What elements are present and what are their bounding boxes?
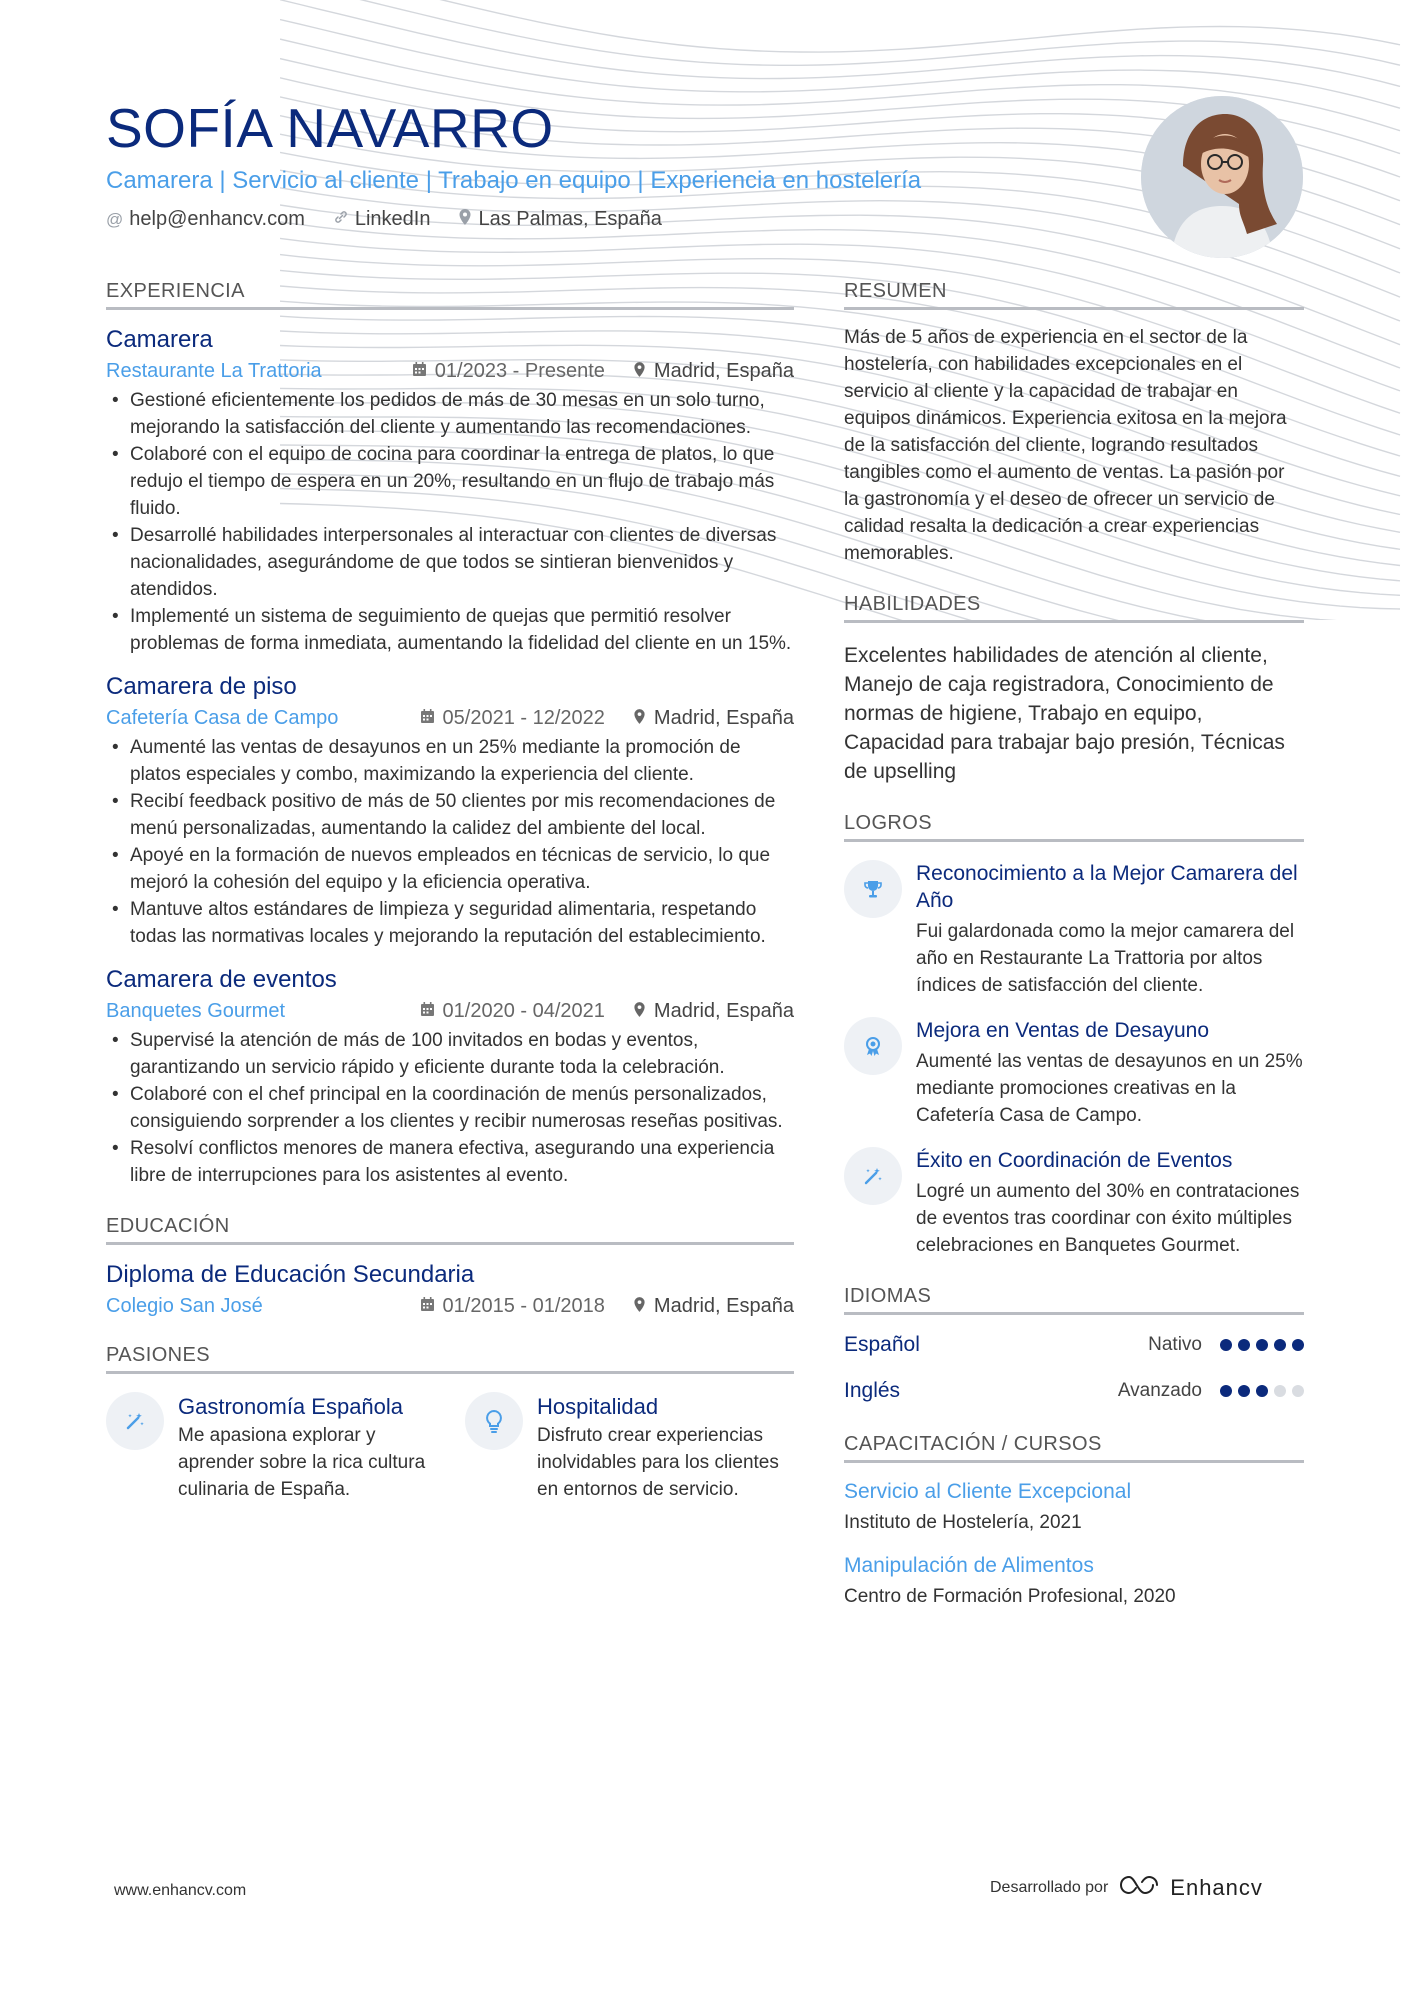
- proficiency-dot: [1256, 1339, 1268, 1351]
- experience-item: [106, 671, 794, 950]
- job-bullet: • Supervisé la atención de más de 100 invitados en bodas y eventos, garantizando un servicio rápido y eficiente durante toda la celebración.: [106, 1027, 794, 1081]
- location-pin-icon: [458, 208, 472, 231]
- experience-item: [106, 964, 794, 1189]
- footer-powered-by: Desarrollado por: [990, 1878, 1109, 1896]
- languages-section-title: IDIOMAS: [844, 1285, 1304, 1315]
- job-bullet: • Aumenté las ventas de desayunos en un 25% mediante la promoción de platos especiales y combo, maximizando la experiencia del cliente.: [106, 734, 794, 788]
- courses-section-title: CAPACITACIÓN / CURSOS: [844, 1433, 1304, 1463]
- enhancv-logo-icon: [1118, 1874, 1160, 1901]
- achievement-title: Éxito en Coordinación de Eventos: [916, 1149, 1233, 1172]
- calendar-icon: [420, 1001, 435, 1022]
- course-item: [844, 1477, 1304, 1537]
- skills-section-title: HABILIDADES: [844, 593, 1304, 623]
- passion-title: Gastronomía Española: [178, 1394, 404, 1419]
- magic-wand-icon: [106, 1392, 164, 1450]
- award-ribbon-icon: [844, 1017, 902, 1075]
- contact-location: [458, 208, 661, 231]
- job-bullet: • Apoyé en la formación de nuevos empleados en técnicas de servicio, lo que mejoró la cohesión del equipo y la eficiencia operativa.: [106, 842, 794, 896]
- passion-item: [465, 1392, 794, 1503]
- footer-website[interactable]: www.enhancv.com: [114, 1882, 247, 1899]
- contact-email-text: help@enhancv.com: [129, 208, 305, 230]
- location-pin-icon: [633, 361, 646, 383]
- job-company: Cafetería Casa de Campo: [106, 707, 339, 729]
- job-location: [633, 1000, 794, 1023]
- job-title: Camarera de piso: [106, 673, 297, 700]
- calendar-icon: [420, 1296, 435, 1317]
- footer-branding: [990, 1874, 1263, 1901]
- job-meta: [106, 360, 794, 383]
- wave-line: [280, 0, 1400, 52]
- job-meta: [106, 1000, 794, 1023]
- job-bullet: • Colaboré con el equipo de cocina para coordinar la entrega de platos, lo que redujo el tiempo de espera en un 20%, resultando en un flujo de trabajo más fluido.: [106, 441, 794, 522]
- job-bullets: [106, 387, 794, 657]
- contact-linkedin[interactable]: [333, 208, 431, 231]
- location-pin-icon: [633, 1001, 646, 1023]
- trophy-icon: [844, 860, 902, 918]
- proficiency-dot: [1292, 1385, 1304, 1397]
- course-title: Manipulación de Alimentos: [844, 1554, 1094, 1577]
- achievement-title: Mejora en Ventas de Desayuno: [916, 1019, 1210, 1042]
- wave-line: [280, 0, 1400, 86]
- achievement-description: Aumenté las ventas de desayunos en un 25% mediante promociones creativas en la Cafetería Casa de Campo.: [916, 1051, 1303, 1126]
- left-column: [106, 280, 794, 1503]
- education-location: [633, 1295, 794, 1318]
- job-location: [633, 360, 794, 383]
- course-title: Servicio al Cliente Excepcional: [844, 1480, 1132, 1503]
- language-name: Inglés: [844, 1379, 901, 1402]
- job-date: [420, 1000, 605, 1023]
- right-column: [844, 280, 1304, 1611]
- location-pin-icon: [633, 708, 646, 730]
- location-pin-icon: [633, 1296, 646, 1318]
- passions-section-title: PASIONES: [106, 1344, 794, 1374]
- passion-description: Disfruto crear experiencias inolvidables para los clientes en entornos de servicio.: [537, 1425, 779, 1500]
- language-name: Español: [844, 1333, 920, 1356]
- passion-title: Hospitalidad: [537, 1394, 659, 1419]
- experience-item: [106, 324, 794, 657]
- job-bullet: • Gestioné eficientemente los pedidos de más de 30 mesas en un solo turno, mejorando la satisfacción del cliente y aumentando las recomendaciones.: [106, 387, 794, 441]
- job-date-text: 01/2023 - Presente: [434, 360, 605, 382]
- lightbulb-icon: [465, 1392, 523, 1450]
- wave-line: [280, 0, 1400, 65]
- proficiency-dot: [1238, 1385, 1250, 1397]
- proficiency-dot: [1274, 1339, 1286, 1351]
- job-date-text: 01/2020 - 04/2021: [442, 1000, 605, 1022]
- job-bullet: • Recibí feedback positivo de más de 50 clientes por mis recomendaciones de menú personalizadas, aumentando la calidez del ambiente del local.: [106, 788, 794, 842]
- language-item: [844, 1329, 1304, 1361]
- job-location-text: Madrid, España: [653, 360, 794, 382]
- skills-text: Excelentes habilidades de atención al cliente, Manejo de caja registradora, Conocimiento de normas de higiene, Trabajo en equipo, Capacidad para trabajar bajo presión, Técnicas de upselling: [844, 644, 1285, 783]
- magic-wand-icon: [844, 1147, 902, 1205]
- education-degree: Diploma de Educación Secundaria: [106, 1261, 475, 1288]
- job-location: [633, 707, 794, 730]
- language-level: Avanzado: [1117, 1380, 1202, 1401]
- job-date-text: 05/2021 - 12/2022: [442, 707, 605, 729]
- education-date: [420, 1295, 605, 1318]
- job-date: [420, 707, 605, 730]
- job-meta: [106, 707, 794, 730]
- achievement-description: Fui galardonada como la mejor camarera del año en Restaurante La Trattoria por altos índices de satisfacción del cliente.: [916, 921, 1295, 996]
- job-date: [412, 360, 605, 383]
- job-bullets: [106, 734, 794, 950]
- contact-email[interactable]: [106, 208, 305, 231]
- profile-photo: [1141, 96, 1303, 258]
- achievement-item: [844, 1017, 1304, 1129]
- job-location-text: Madrid, España: [653, 707, 794, 729]
- calendar-icon: [420, 708, 435, 729]
- link-icon: [333, 209, 349, 230]
- achievement-title: Reconocimiento a la Mejor Camarera del Año: [916, 862, 1298, 912]
- language-proficiency-dots: [1220, 1385, 1304, 1397]
- job-bullet: • Colaboré con el chef principal en la coordinación de menús personalizados, consiguiendo sorprender a los clientes y recibir numerosas reseñas positivas.: [106, 1081, 794, 1135]
- proficiency-dot: [1220, 1339, 1232, 1351]
- contact-location-text: Las Palmas, España: [478, 208, 662, 230]
- education-meta: [106, 1295, 794, 1318]
- experience-section-title: EXPERIENCIA: [106, 280, 794, 310]
- summary-text: Más de 5 años de experiencia en el sector de la hostelería, con habilidades excepcionales en el servicio al cliente y la capacidad de trabajar en equipos dinámicos. Experiencia exitosa en la mejora de la satisfacción del cliente, logrando resultados tangibles como el aumento de ventas. La pasión por la gastronomía y el deseo de ofrecer un servicio de calidad resalta la dedicación a crear experiencias memorables.: [844, 327, 1287, 564]
- education-location-text: Madrid, España: [653, 1295, 794, 1317]
- job-location-text: Madrid, España: [653, 1000, 794, 1022]
- language-level: Nativo: [1148, 1334, 1202, 1355]
- job-title: Camarera de eventos: [106, 966, 337, 993]
- job-title: Camarera: [106, 326, 213, 353]
- job-bullet: • Mantuve altos estándares de limpieza y seguridad alimentaria, respetando todas las normativas locales y mejorando la reputación del establecimiento.: [106, 896, 794, 950]
- education-school: Colegio San José: [106, 1295, 263, 1317]
- at-icon: @: [106, 209, 124, 229]
- job-company: Banquetes Gourmet: [106, 1000, 285, 1022]
- job-bullet: • Implementé un sistema de seguimiento de quejas que permitió resolver problemas de forma inmediata, aumentando la fidelidad del cliente en un 15%.: [106, 603, 794, 657]
- passions-list: [106, 1392, 794, 1503]
- course-item: [844, 1551, 1304, 1611]
- proficiency-dot: [1292, 1339, 1304, 1351]
- footer-brand-name: Enhancv: [1170, 1874, 1263, 1900]
- proficiency-dot: [1256, 1385, 1268, 1397]
- proficiency-dot: [1238, 1339, 1250, 1351]
- education-section-title: EDUCACIÓN: [106, 1215, 794, 1245]
- language-item: [844, 1375, 1304, 1407]
- job-company: Restaurante La Trattoria: [106, 360, 322, 382]
- job-bullet: • Resolví conflictos menores de manera efectiva, asegurando una experiencia libre de interrupciones para los asistentes al evento.: [106, 1135, 794, 1189]
- resume-header: [106, 96, 1106, 231]
- education-date-text: 01/2015 - 01/2018: [442, 1295, 605, 1317]
- candidate-headline: Camarera | Servicio al cliente | Trabajo en equipo | Experiencia en hostelería: [106, 167, 922, 194]
- job-bullet: • Desarrollé habilidades interpersonales al interactuar con clientes de diversas nacionalidades, asegurándome de que todos se sintieran bienvenidos y atendidos.: [106, 522, 794, 603]
- proficiency-dot: [1220, 1385, 1232, 1397]
- course-institution: Instituto de Hostelería, 2021: [844, 1512, 1082, 1533]
- passion-description: Me apasiona explorar y aprender sobre la rica cultura culinaria de España.: [178, 1425, 426, 1500]
- calendar-icon: [412, 361, 427, 382]
- education-item: [106, 1259, 794, 1318]
- achievement-item: [844, 1147, 1304, 1259]
- achievement-item: [844, 860, 1304, 999]
- job-bullets: [106, 1027, 794, 1189]
- achievements-section-title: LOGROS: [844, 812, 1304, 842]
- contact-linkedin-text: LinkedIn: [354, 208, 431, 230]
- candidate-name: SOFÍA NAVARRO: [106, 97, 554, 159]
- achievement-description: Logré un aumento del 30% en contrataciones de eventos tras coordinar con éxito múltiples celebraciones en Banquetes Gourmet.: [916, 1181, 1300, 1256]
- course-institution: Centro de Formación Profesional, 2020: [844, 1586, 1176, 1607]
- contact-list: [106, 208, 1106, 231]
- language-proficiency-dots: [1220, 1339, 1304, 1351]
- passion-item: [106, 1392, 435, 1503]
- summary-section-title: RESUMEN: [844, 280, 1304, 310]
- proficiency-dot: [1274, 1385, 1286, 1397]
